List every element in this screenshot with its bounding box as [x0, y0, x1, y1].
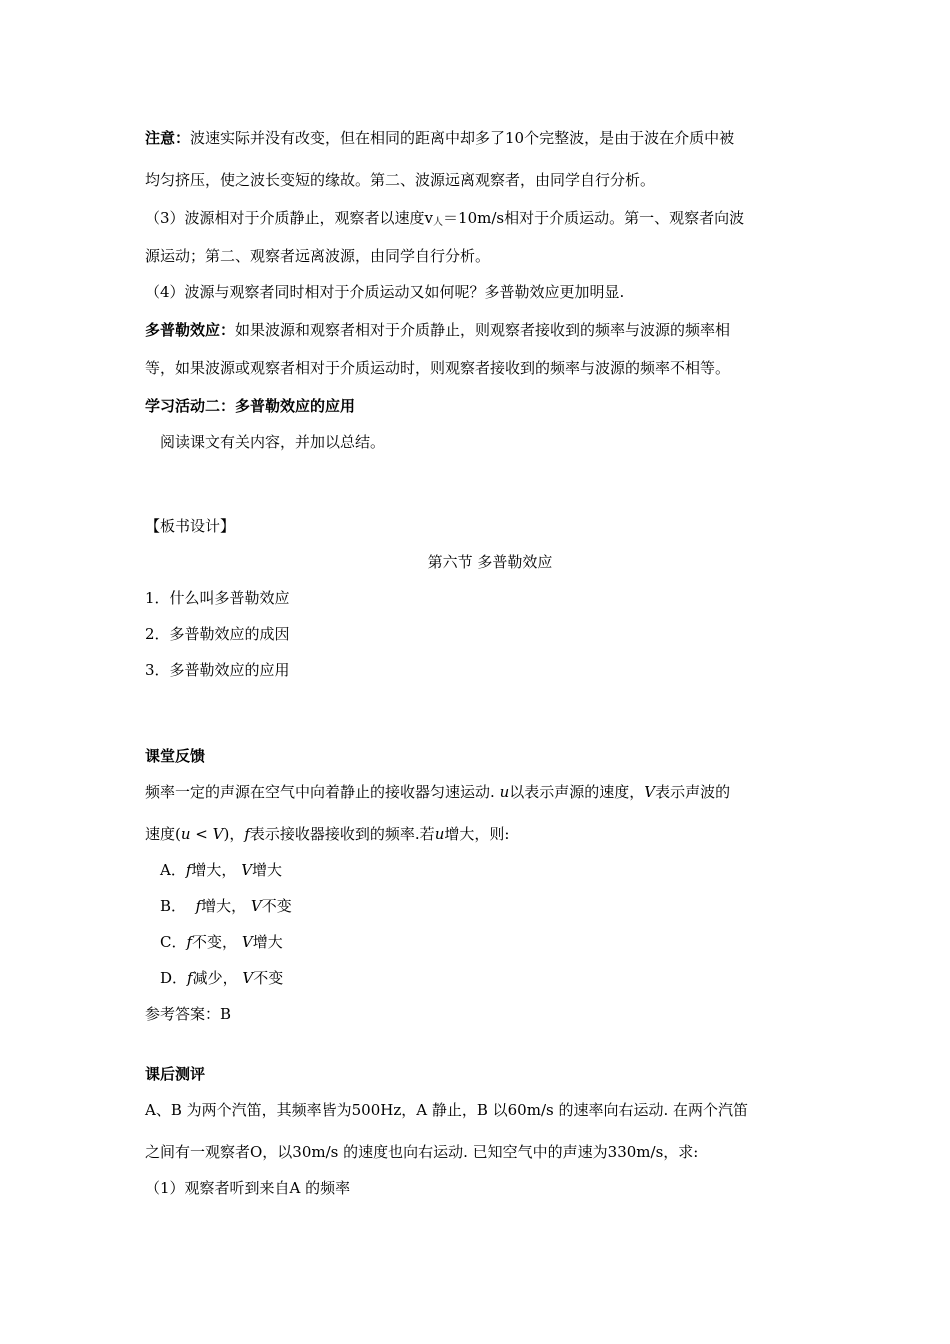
note-line-1 — [145, 128, 734, 148]
q2-text-d: 增大，则: — [444, 825, 510, 843]
test-line-3: （1）观察者听到来自A 的频率 — [145, 1179, 351, 1197]
q2-var-V: V — [212, 825, 224, 843]
option-text-1: 不变， — [192, 933, 238, 951]
q1-text-c: 表示声波的 — [655, 783, 731, 801]
activity2-text: 阅读课文有关内容，并加以总结。 — [160, 433, 386, 451]
q2-text-b: )， — [223, 825, 245, 843]
answer: 参考答案：B — [145, 1005, 232, 1023]
option-var-V: V — [241, 861, 253, 879]
case3-line-1 — [145, 208, 744, 233]
option-text-2: 不变 — [261, 897, 292, 915]
option-text-2: 不变 — [253, 969, 284, 987]
q1-var-u: u — [499, 783, 510, 801]
option-letter: A． — [160, 861, 186, 879]
activity2-heading: 学习活动二：多普勒效应的应用 — [145, 397, 356, 415]
doppler-def-label: 多普勒效应： — [145, 321, 236, 339]
feedback-heading: 课堂反馈 — [145, 747, 206, 765]
feedback-question-line-1 — [145, 782, 730, 802]
q2-text-a: 速度( — [145, 825, 181, 843]
option-var-f: f — [185, 861, 192, 879]
note-line-2: 均匀挤压，使之波长变短的缘故。第二、波源远离观察者，由同学自行分析。 — [145, 171, 656, 189]
test-line-1: A、B 为两个汽笛，其频率皆为500Hz，A 静止，B 以60m/s 的速率向右运动. 在两个汽笛 — [145, 1101, 748, 1119]
case3-line-2: 源运动；第二、观察者远离波源，由同学自行分析。 — [145, 247, 491, 265]
test-line-2: 之间有一观察者O，以30m/s 的速度也向右运动. 已知空气中的声速为330m/s，求: — [145, 1143, 699, 1161]
note-label: 注意： — [145, 129, 191, 147]
option-text-1: 增大， — [191, 861, 237, 879]
option-text-1: 增大， — [201, 897, 247, 915]
case3-text-a: （3）波源相对于介质静止，观察者以速度v — [145, 209, 434, 227]
board-item-3: 3．多普勒效应的应用 — [145, 661, 290, 679]
doppler-def-line-2: 等，如果波源或观察者相对于介质运动时，则观察者接收到的频率与波源的频率不相等。 — [145, 359, 731, 377]
q2-var-u2: u — [434, 825, 445, 843]
case4-line: （4）波源与观察者同时相对于介质运动又如何呢？多普勒效应更加明显. — [145, 283, 625, 301]
option-a — [160, 860, 282, 880]
option-var-f: f — [186, 933, 193, 951]
option-letter: D． — [160, 969, 188, 987]
doppler-def-line-1 — [145, 320, 730, 340]
board-item-2: 2．多普勒效应的成因 — [145, 625, 290, 643]
q1-text-a: 频率一定的声源在空气中向着静止的接收器匀速运动. — [145, 783, 495, 801]
option-var-V: V — [250, 897, 262, 915]
option-var-f: f — [195, 897, 202, 915]
q2-lt: < — [190, 825, 213, 843]
option-text-1: 减少， — [192, 969, 238, 987]
test-heading: 课后测评 — [145, 1065, 206, 1083]
q1-text-b: 以表示声源的速度， — [509, 783, 645, 801]
option-var-f: f — [187, 969, 193, 987]
option-var-V: V — [241, 933, 253, 951]
case3-text-b: ＝10m/s相对于介质运动。第一、观察者向波 — [443, 209, 745, 227]
option-text-2: 增大 — [252, 933, 283, 951]
option-d — [160, 968, 283, 988]
note-text-1: 波速实际并没有改变，但在相同的距离中却多了10个完整波，是由于波在介质中被 — [190, 129, 735, 147]
option-b — [160, 896, 292, 916]
board-item-1: 1．什么叫多普勒效应 — [145, 589, 290, 607]
board-heading: 【板书设计】 — [145, 517, 236, 535]
option-c — [160, 932, 283, 952]
option-letter: B． — [160, 897, 196, 915]
q2-var-f: f — [244, 825, 250, 843]
case3-subscript: 人 — [433, 217, 444, 228]
board-title: 第六节 多普勒效应 — [427, 553, 553, 571]
option-text-2: 增大 — [252, 861, 283, 879]
q1-var-V: V — [644, 783, 656, 801]
q2-var-u: u — [180, 825, 191, 843]
feedback-question-line-2 — [145, 824, 509, 844]
doppler-def-text-1: 如果波源和观察者相对于介质静止，则观察者接收到的频率与波源的频率相 — [235, 321, 731, 339]
option-var-V: V — [242, 969, 254, 987]
option-letter: C． — [160, 933, 187, 951]
q2-text-c: 表示接收器接收到的频率.若 — [249, 825, 435, 843]
